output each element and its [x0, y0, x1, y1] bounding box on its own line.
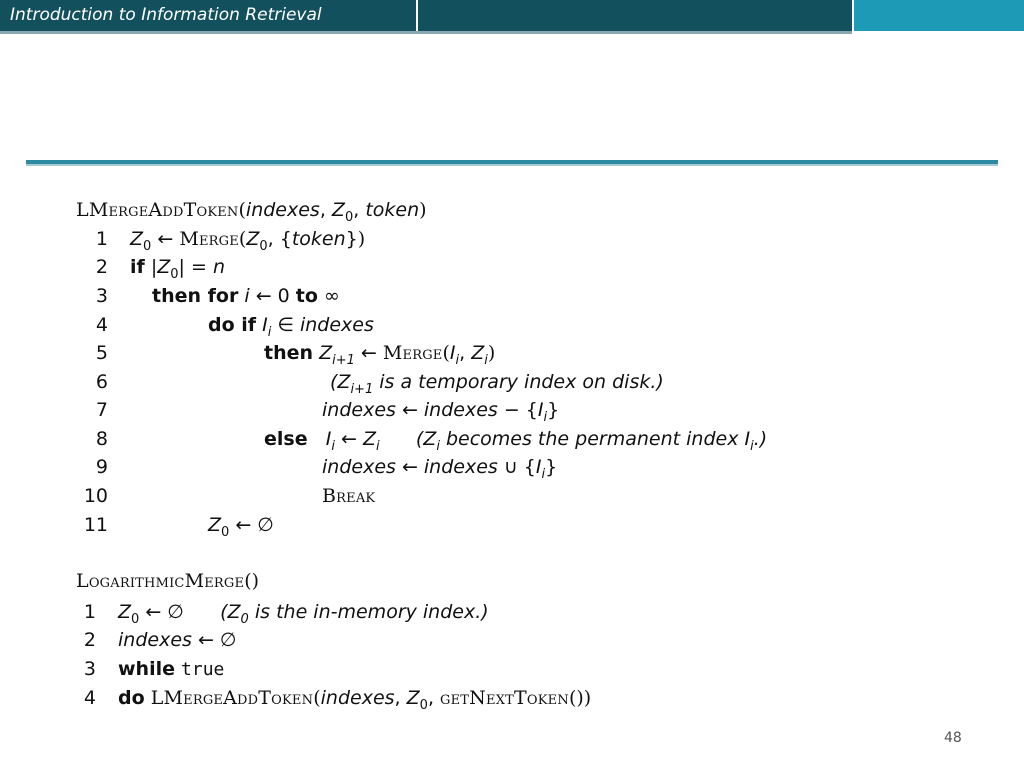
code-line: $Z_0$ ← ∅: [208, 514, 274, 540]
code-line: do LMergeAddToken(indexes, $Z_0$, getNextToken()): [118, 687, 592, 713]
line-number: 5: [95, 342, 108, 364]
page-number: 48: [944, 730, 962, 746]
code-line: while true: [118, 658, 225, 680]
code-line: do if $I_i$ ∈ indexes: [208, 314, 374, 340]
code-line: Break: [322, 485, 376, 507]
header-underline: [0, 31, 852, 34]
line-number: 3: [95, 285, 108, 307]
line-number: 4: [95, 314, 108, 336]
line-number: 1: [83, 601, 96, 623]
line-number: 10: [83, 485, 108, 507]
header-mid-block: [418, 0, 852, 31]
code-line: indexes ← indexes − $\{I_i\}$: [322, 399, 560, 425]
code-line: $Z_0$ ← ∅ ($Z_0$ is the in-memory index.): [118, 601, 489, 627]
procedure-name: LMergeAddToken: [76, 199, 239, 221]
header-right-block: [854, 0, 1024, 31]
code-line: $Z_0$ ← $Merge(Z_0$, {token}): [130, 228, 366, 254]
line-number: 6: [95, 371, 108, 393]
title-divider-shadow: [26, 164, 998, 166]
line-number: 1: [95, 228, 108, 250]
code-line: else $I_i$ ← $Z_i$ ($Z_i$ becomes the permanent index $I_i$.): [264, 428, 768, 454]
algorithm-header: LogarithmicMerge(): [76, 570, 260, 592]
code-line: then for i ← 0 to ∞: [152, 285, 340, 307]
code-line: indexes ← indexes ∪ $\{I_i\}$: [322, 456, 558, 482]
algorithm-header: LMergeAddToken(indexes, $Z_0$, token): [76, 199, 427, 225]
code-line: then $Z_{i+1}$ ← $Merge(I_i$, $Z_i$): [264, 342, 496, 368]
code-comment: ($Z_{i+1}$ is a temporary index on disk.): [330, 371, 664, 397]
code-line: indexes ← ∅: [118, 629, 237, 651]
course-title: Introduction to Information Retrieval: [10, 5, 322, 25]
line-number: 11: [83, 514, 108, 536]
header-bar: [0, 0, 1024, 34]
line-number: 4: [83, 687, 96, 709]
line-number: 9: [95, 456, 108, 478]
line-number: 7: [95, 399, 108, 421]
procedure-name: LogarithmicMerge: [76, 570, 245, 592]
code-line: if $|Z_0| = n$: [130, 256, 225, 282]
line-number: 2: [95, 256, 108, 278]
line-number: 8: [95, 428, 108, 450]
line-number: 3: [83, 658, 96, 680]
line-number: 2: [83, 629, 96, 651]
